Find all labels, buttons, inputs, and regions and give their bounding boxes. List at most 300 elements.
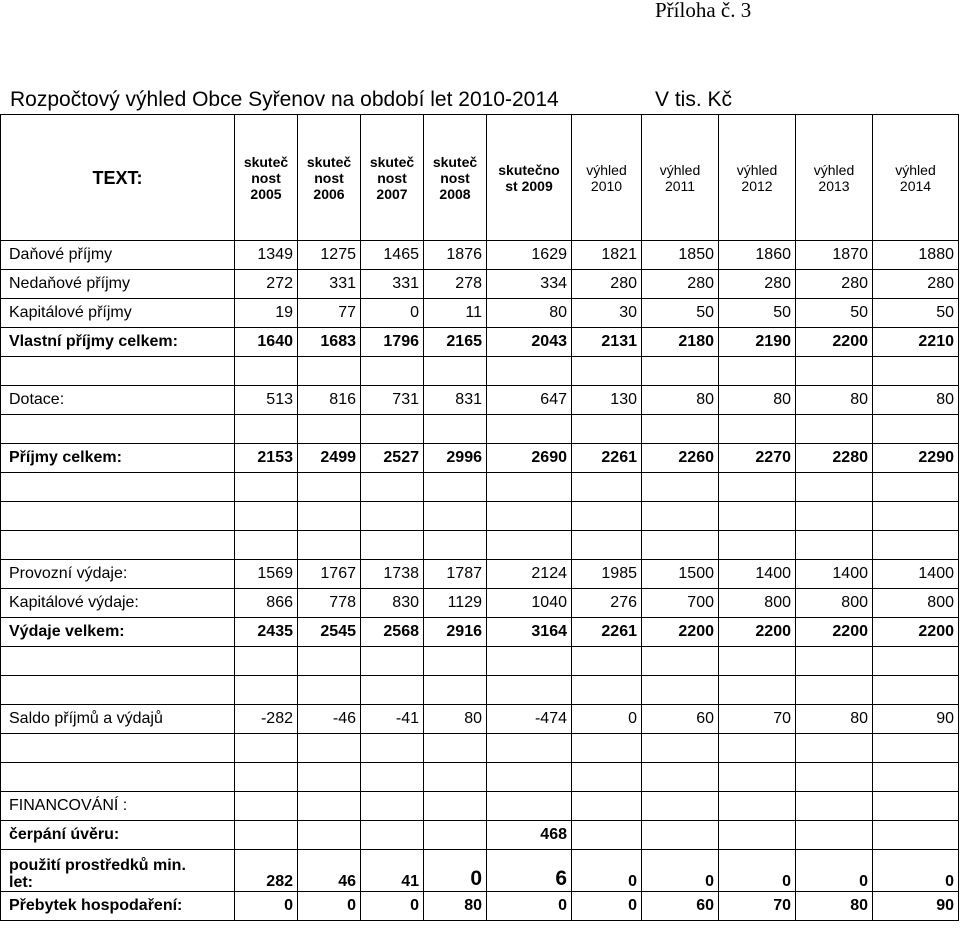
empty-cell: [572, 763, 642, 792]
row-financovani: [1, 792, 959, 821]
value-cell: 1738: [361, 560, 424, 589]
empty-cell: [487, 357, 572, 386]
row-label: Daňové příjmy: [1, 241, 235, 270]
value-cell: 0: [424, 850, 487, 892]
empty-cell: [873, 734, 959, 763]
value-cell: 90: [873, 705, 959, 734]
value-cell: 70: [719, 892, 796, 921]
value-cell: 1870: [796, 241, 873, 270]
empty-cell: [1, 357, 235, 386]
value-cell: 647: [487, 386, 572, 415]
value-cell: 77: [298, 299, 361, 328]
empty-cell: [572, 792, 642, 821]
row-label: Vlastní příjmy celkem:: [1, 328, 235, 357]
value-cell: 1465: [361, 241, 424, 270]
empty-cell: [235, 734, 298, 763]
empty-cell: [873, 502, 959, 531]
empty-cell: [361, 734, 424, 763]
column-header-line2: 2013: [818, 177, 850, 194]
empty-cell: [361, 763, 424, 792]
empty-cell: [487, 763, 572, 792]
empty-cell: [1, 647, 235, 676]
empty-cell: [1, 734, 235, 763]
column-header: [424, 115, 487, 241]
empty-cell: [487, 647, 572, 676]
value-cell: 2260: [642, 444, 719, 473]
empty-cell: [642, 473, 719, 502]
value-cell: 0: [487, 892, 572, 921]
value-cell: 866: [235, 589, 298, 618]
row-label: Výdaje velkem:: [1, 618, 235, 647]
value-cell: 2261: [572, 444, 642, 473]
row-label: Přebytek hospodaření:: [1, 892, 235, 921]
value-cell: 1640: [235, 328, 298, 357]
value-cell: 2210: [873, 328, 959, 357]
empty-cell: [1, 763, 235, 792]
column-header: [235, 115, 298, 241]
empty-cell: [361, 647, 424, 676]
empty-cell: [719, 357, 796, 386]
value-cell: 800: [796, 589, 873, 618]
value-cell: 0: [298, 892, 361, 921]
empty-cell: [796, 734, 873, 763]
value-cell: 334: [487, 270, 572, 299]
empty-cell: [719, 647, 796, 676]
value-cell: 1129: [424, 589, 487, 618]
row-saldo: [1, 705, 959, 734]
empty-cell: [298, 647, 361, 676]
value-cell: 80: [796, 386, 873, 415]
empty-cell: [719, 676, 796, 705]
empty-cell: [235, 647, 298, 676]
value-cell: 276: [572, 589, 642, 618]
value-cell: 2527: [361, 444, 424, 473]
value-cell: -474: [487, 705, 572, 734]
empty-cell: [487, 792, 572, 821]
value-cell: 1629: [487, 241, 572, 270]
spacer-row: [1, 415, 959, 444]
row-pouziti-prostredku: [1, 850, 959, 892]
empty-cell: [298, 502, 361, 531]
row-provozni-vydaje: [1, 560, 959, 589]
value-cell: 1500: [642, 560, 719, 589]
value-cell: 331: [298, 270, 361, 299]
value-cell: 80: [873, 386, 959, 415]
value-cell: 80: [796, 892, 873, 921]
empty-cell: [719, 763, 796, 792]
column-header: [298, 115, 361, 241]
value-cell: 2568: [361, 618, 424, 647]
value-cell: 468: [487, 821, 572, 850]
empty-cell: [487, 734, 572, 763]
empty-cell: [361, 676, 424, 705]
value-cell: 2280: [796, 444, 873, 473]
value-cell: 19: [235, 299, 298, 328]
header-row: [1, 115, 959, 241]
empty-cell: [361, 792, 424, 821]
row-nedanove-prijmy: [1, 270, 959, 299]
value-cell: 2290: [873, 444, 959, 473]
empty-cell: [1, 473, 235, 502]
empty-cell: [424, 821, 487, 850]
value-cell: 80: [642, 386, 719, 415]
empty-cell: [1, 676, 235, 705]
empty-cell: [298, 415, 361, 444]
row-label: Nedaňové příjmy: [1, 270, 235, 299]
row-prijmy-celkem: [1, 444, 959, 473]
empty-cell: [235, 763, 298, 792]
empty-cell: [572, 676, 642, 705]
document-title: Rozpočtový výhled Obce Syřenov na období let 2010-2014: [10, 88, 559, 111]
empty-cell: [361, 821, 424, 850]
value-cell: 282: [235, 850, 298, 892]
value-cell: 80: [424, 892, 487, 921]
row-cerpani-uveru: [1, 821, 959, 850]
value-cell: 2690: [487, 444, 572, 473]
value-cell: 2153: [235, 444, 298, 473]
empty-cell: [796, 502, 873, 531]
empty-cell: [572, 647, 642, 676]
value-cell: 700: [642, 589, 719, 618]
empty-cell: [235, 792, 298, 821]
row-vlastni-prijmy: [1, 328, 959, 357]
value-cell: 6: [487, 850, 572, 892]
empty-cell: [572, 473, 642, 502]
column-header: [719, 115, 796, 241]
value-cell: 2545: [298, 618, 361, 647]
empty-cell: [642, 821, 719, 850]
unit-label: V tis. Kč: [655, 88, 733, 111]
value-cell: 1275: [298, 241, 361, 270]
empty-cell: [642, 734, 719, 763]
column-header-line3: 2005: [250, 185, 282, 202]
empty-cell: [424, 473, 487, 502]
spacer-row: [1, 473, 959, 502]
empty-cell: [796, 415, 873, 444]
empty-cell: [298, 531, 361, 560]
empty-cell: [487, 676, 572, 705]
empty-cell: [361, 473, 424, 502]
spacer-row: [1, 647, 959, 676]
budget-table: [0, 114, 959, 921]
empty-cell: [796, 792, 873, 821]
value-cell: 0: [873, 850, 959, 892]
value-cell: 2270: [719, 444, 796, 473]
value-cell: 2261: [572, 618, 642, 647]
value-cell: 800: [873, 589, 959, 618]
value-cell: 1787: [424, 560, 487, 589]
value-cell: 80: [424, 705, 487, 734]
empty-cell: [298, 357, 361, 386]
value-cell: 90: [873, 892, 959, 921]
empty-cell: [424, 734, 487, 763]
empty-cell: [572, 821, 642, 850]
column-header-line2: nost: [377, 169, 407, 186]
value-cell: 41: [361, 850, 424, 892]
value-cell: 80: [487, 299, 572, 328]
empty-cell: [235, 357, 298, 386]
value-cell: 1850: [642, 241, 719, 270]
value-cell: -41: [361, 705, 424, 734]
empty-cell: [572, 734, 642, 763]
annex-label: Příloha č. 3: [655, 0, 752, 22]
column-header-line2: st 2009: [505, 177, 553, 194]
empty-cell: [235, 502, 298, 531]
value-cell: 0: [572, 892, 642, 921]
row-vydaje-celkem: [1, 618, 959, 647]
column-header-line2: 2014: [899, 177, 932, 194]
row-danove-prijmy: [1, 241, 959, 270]
value-cell: 2916: [424, 618, 487, 647]
empty-cell: [298, 821, 361, 850]
empty-cell: [796, 763, 873, 792]
text-header: TEXT:: [1, 115, 235, 241]
value-cell: 1880: [873, 241, 959, 270]
empty-cell: [298, 792, 361, 821]
value-cell: 2200: [796, 618, 873, 647]
empty-cell: [298, 763, 361, 792]
empty-cell: [572, 531, 642, 560]
column-header-line1: výhled: [736, 161, 778, 178]
column-header-line2: 2011: [664, 177, 696, 194]
value-cell: 831: [424, 386, 487, 415]
column-header-line1: výhled: [813, 161, 855, 178]
empty-cell: [424, 415, 487, 444]
empty-cell: [796, 473, 873, 502]
row-kapitalove-vydaje: [1, 589, 959, 618]
column-header: [796, 115, 873, 241]
value-cell: 3164: [487, 618, 572, 647]
value-cell: 2165: [424, 328, 487, 357]
empty-cell: [796, 676, 873, 705]
empty-cell: [642, 415, 719, 444]
value-cell: 731: [361, 386, 424, 415]
empty-cell: [873, 473, 959, 502]
spacer-row: [1, 763, 959, 792]
column-header-line2: nost: [314, 169, 344, 186]
value-cell: 50: [873, 299, 959, 328]
column-header: [361, 115, 424, 241]
column-header-line1: výhled: [659, 161, 701, 178]
row-label: [1, 850, 235, 892]
empty-cell: [572, 502, 642, 531]
empty-cell: [873, 415, 959, 444]
value-cell: 2200: [642, 618, 719, 647]
empty-cell: [796, 647, 873, 676]
row-label: Provozní výdaje:: [1, 560, 235, 589]
empty-cell: [235, 415, 298, 444]
empty-cell: [873, 531, 959, 560]
value-cell: 2190: [719, 328, 796, 357]
column-header: [487, 115, 572, 241]
empty-cell: [873, 792, 959, 821]
empty-cell: [361, 502, 424, 531]
value-cell: 1876: [424, 241, 487, 270]
value-cell: 1400: [796, 560, 873, 589]
empty-cell: [424, 357, 487, 386]
empty-cell: [873, 821, 959, 850]
spacer-row: [1, 502, 959, 531]
column-header: [642, 115, 719, 241]
empty-cell: [642, 676, 719, 705]
empty-cell: [642, 647, 719, 676]
value-cell: 1985: [572, 560, 642, 589]
value-cell: 816: [298, 386, 361, 415]
empty-cell: [487, 531, 572, 560]
row-dotace: [1, 386, 959, 415]
value-cell: 2499: [298, 444, 361, 473]
column-header-line1: skuteč: [432, 153, 478, 170]
value-cell: 1821: [572, 241, 642, 270]
column-header: [873, 115, 959, 241]
empty-cell: [719, 734, 796, 763]
empty-cell: [572, 357, 642, 386]
empty-cell: [424, 792, 487, 821]
empty-cell: [424, 763, 487, 792]
empty-cell: [642, 763, 719, 792]
spacer-row: [1, 676, 959, 705]
value-cell: 1349: [235, 241, 298, 270]
value-cell: 80: [719, 386, 796, 415]
empty-cell: [235, 821, 298, 850]
empty-cell: [235, 531, 298, 560]
empty-cell: [572, 415, 642, 444]
empty-cell: [642, 357, 719, 386]
value-cell: 0: [719, 850, 796, 892]
value-cell: 50: [796, 299, 873, 328]
row-label-line1: použití prostředků min.: [9, 857, 186, 874]
empty-cell: [796, 821, 873, 850]
column-header-line2: 2010: [590, 177, 623, 194]
value-cell: 1040: [487, 589, 572, 618]
value-cell: 0: [642, 850, 719, 892]
value-cell: 60: [642, 892, 719, 921]
value-cell: -46: [298, 705, 361, 734]
value-cell: 1400: [873, 560, 959, 589]
value-cell: 280: [719, 270, 796, 299]
column-header-line1: výhled: [586, 161, 627, 178]
empty-cell: [361, 415, 424, 444]
value-cell: 0: [796, 850, 873, 892]
value-cell: 2435: [235, 618, 298, 647]
value-cell: 50: [719, 299, 796, 328]
column-header-line3: 2007: [376, 185, 408, 202]
row-label-line2: let:: [9, 874, 33, 891]
value-cell: 2200: [719, 618, 796, 647]
value-cell: -282: [235, 705, 298, 734]
column-header-line3: 2006: [313, 185, 345, 202]
empty-cell: [424, 647, 487, 676]
value-cell: 1767: [298, 560, 361, 589]
value-cell: 2200: [873, 618, 959, 647]
column-header-line1: skuteč: [369, 153, 415, 170]
empty-cell: [298, 473, 361, 502]
value-cell: 2180: [642, 328, 719, 357]
value-cell: 280: [642, 270, 719, 299]
empty-cell: [1, 415, 235, 444]
value-cell: 130: [572, 386, 642, 415]
value-cell: 0: [572, 705, 642, 734]
value-cell: 60: [642, 705, 719, 734]
empty-cell: [235, 473, 298, 502]
empty-cell: [719, 792, 796, 821]
value-cell: 1796: [361, 328, 424, 357]
value-cell: 0: [361, 299, 424, 328]
value-cell: 46: [298, 850, 361, 892]
column-header-line2: nost: [440, 169, 470, 186]
empty-cell: [298, 676, 361, 705]
column-header-line2: 2012: [741, 177, 773, 194]
empty-cell: [424, 676, 487, 705]
spacer-row: [1, 357, 959, 386]
empty-cell: [796, 531, 873, 560]
value-cell: 2200: [796, 328, 873, 357]
empty-cell: [1, 502, 235, 531]
row-label: Kapitálové výdaje:: [1, 589, 235, 618]
row-prebytek-hospodareni: [1, 892, 959, 921]
value-cell: 2124: [487, 560, 572, 589]
value-cell: 1400: [719, 560, 796, 589]
empty-cell: [487, 502, 572, 531]
value-cell: 80: [796, 705, 873, 734]
value-cell: 0: [361, 892, 424, 921]
column-header-line1: skuteč: [306, 153, 352, 170]
empty-cell: [487, 415, 572, 444]
row-label: Dotace:: [1, 386, 235, 415]
value-cell: 2996: [424, 444, 487, 473]
column-header-line1: skuteč: [243, 153, 289, 170]
row-label: Příjmy celkem:: [1, 444, 235, 473]
empty-cell: [1, 531, 235, 560]
empty-cell: [361, 357, 424, 386]
empty-cell: [424, 502, 487, 531]
empty-cell: [235, 676, 298, 705]
empty-cell: [719, 473, 796, 502]
value-cell: 830: [361, 589, 424, 618]
empty-cell: [719, 415, 796, 444]
empty-cell: [642, 792, 719, 821]
value-cell: 280: [796, 270, 873, 299]
empty-cell: [642, 531, 719, 560]
empty-cell: [796, 357, 873, 386]
column-header-line1: výhled: [895, 161, 936, 178]
value-cell: 30: [572, 299, 642, 328]
value-cell: 513: [235, 386, 298, 415]
value-cell: 778: [298, 589, 361, 618]
column-header-line2: nost: [251, 169, 281, 186]
empty-cell: [298, 734, 361, 763]
value-cell: 1860: [719, 241, 796, 270]
empty-cell: [361, 531, 424, 560]
value-cell: 280: [873, 270, 959, 299]
value-cell: 280: [572, 270, 642, 299]
empty-cell: [424, 531, 487, 560]
value-cell: 50: [642, 299, 719, 328]
value-cell: 2131: [572, 328, 642, 357]
value-cell: 2043: [487, 328, 572, 357]
empty-cell: [642, 502, 719, 531]
table-body: [1, 115, 959, 921]
value-cell: 800: [719, 589, 796, 618]
empty-cell: [873, 647, 959, 676]
empty-cell: [873, 763, 959, 792]
value-cell: 1569: [235, 560, 298, 589]
column-header-line3: 2008: [439, 185, 471, 202]
value-cell: 70: [719, 705, 796, 734]
empty-cell: [873, 357, 959, 386]
spacer-row: [1, 531, 959, 560]
empty-cell: [719, 531, 796, 560]
